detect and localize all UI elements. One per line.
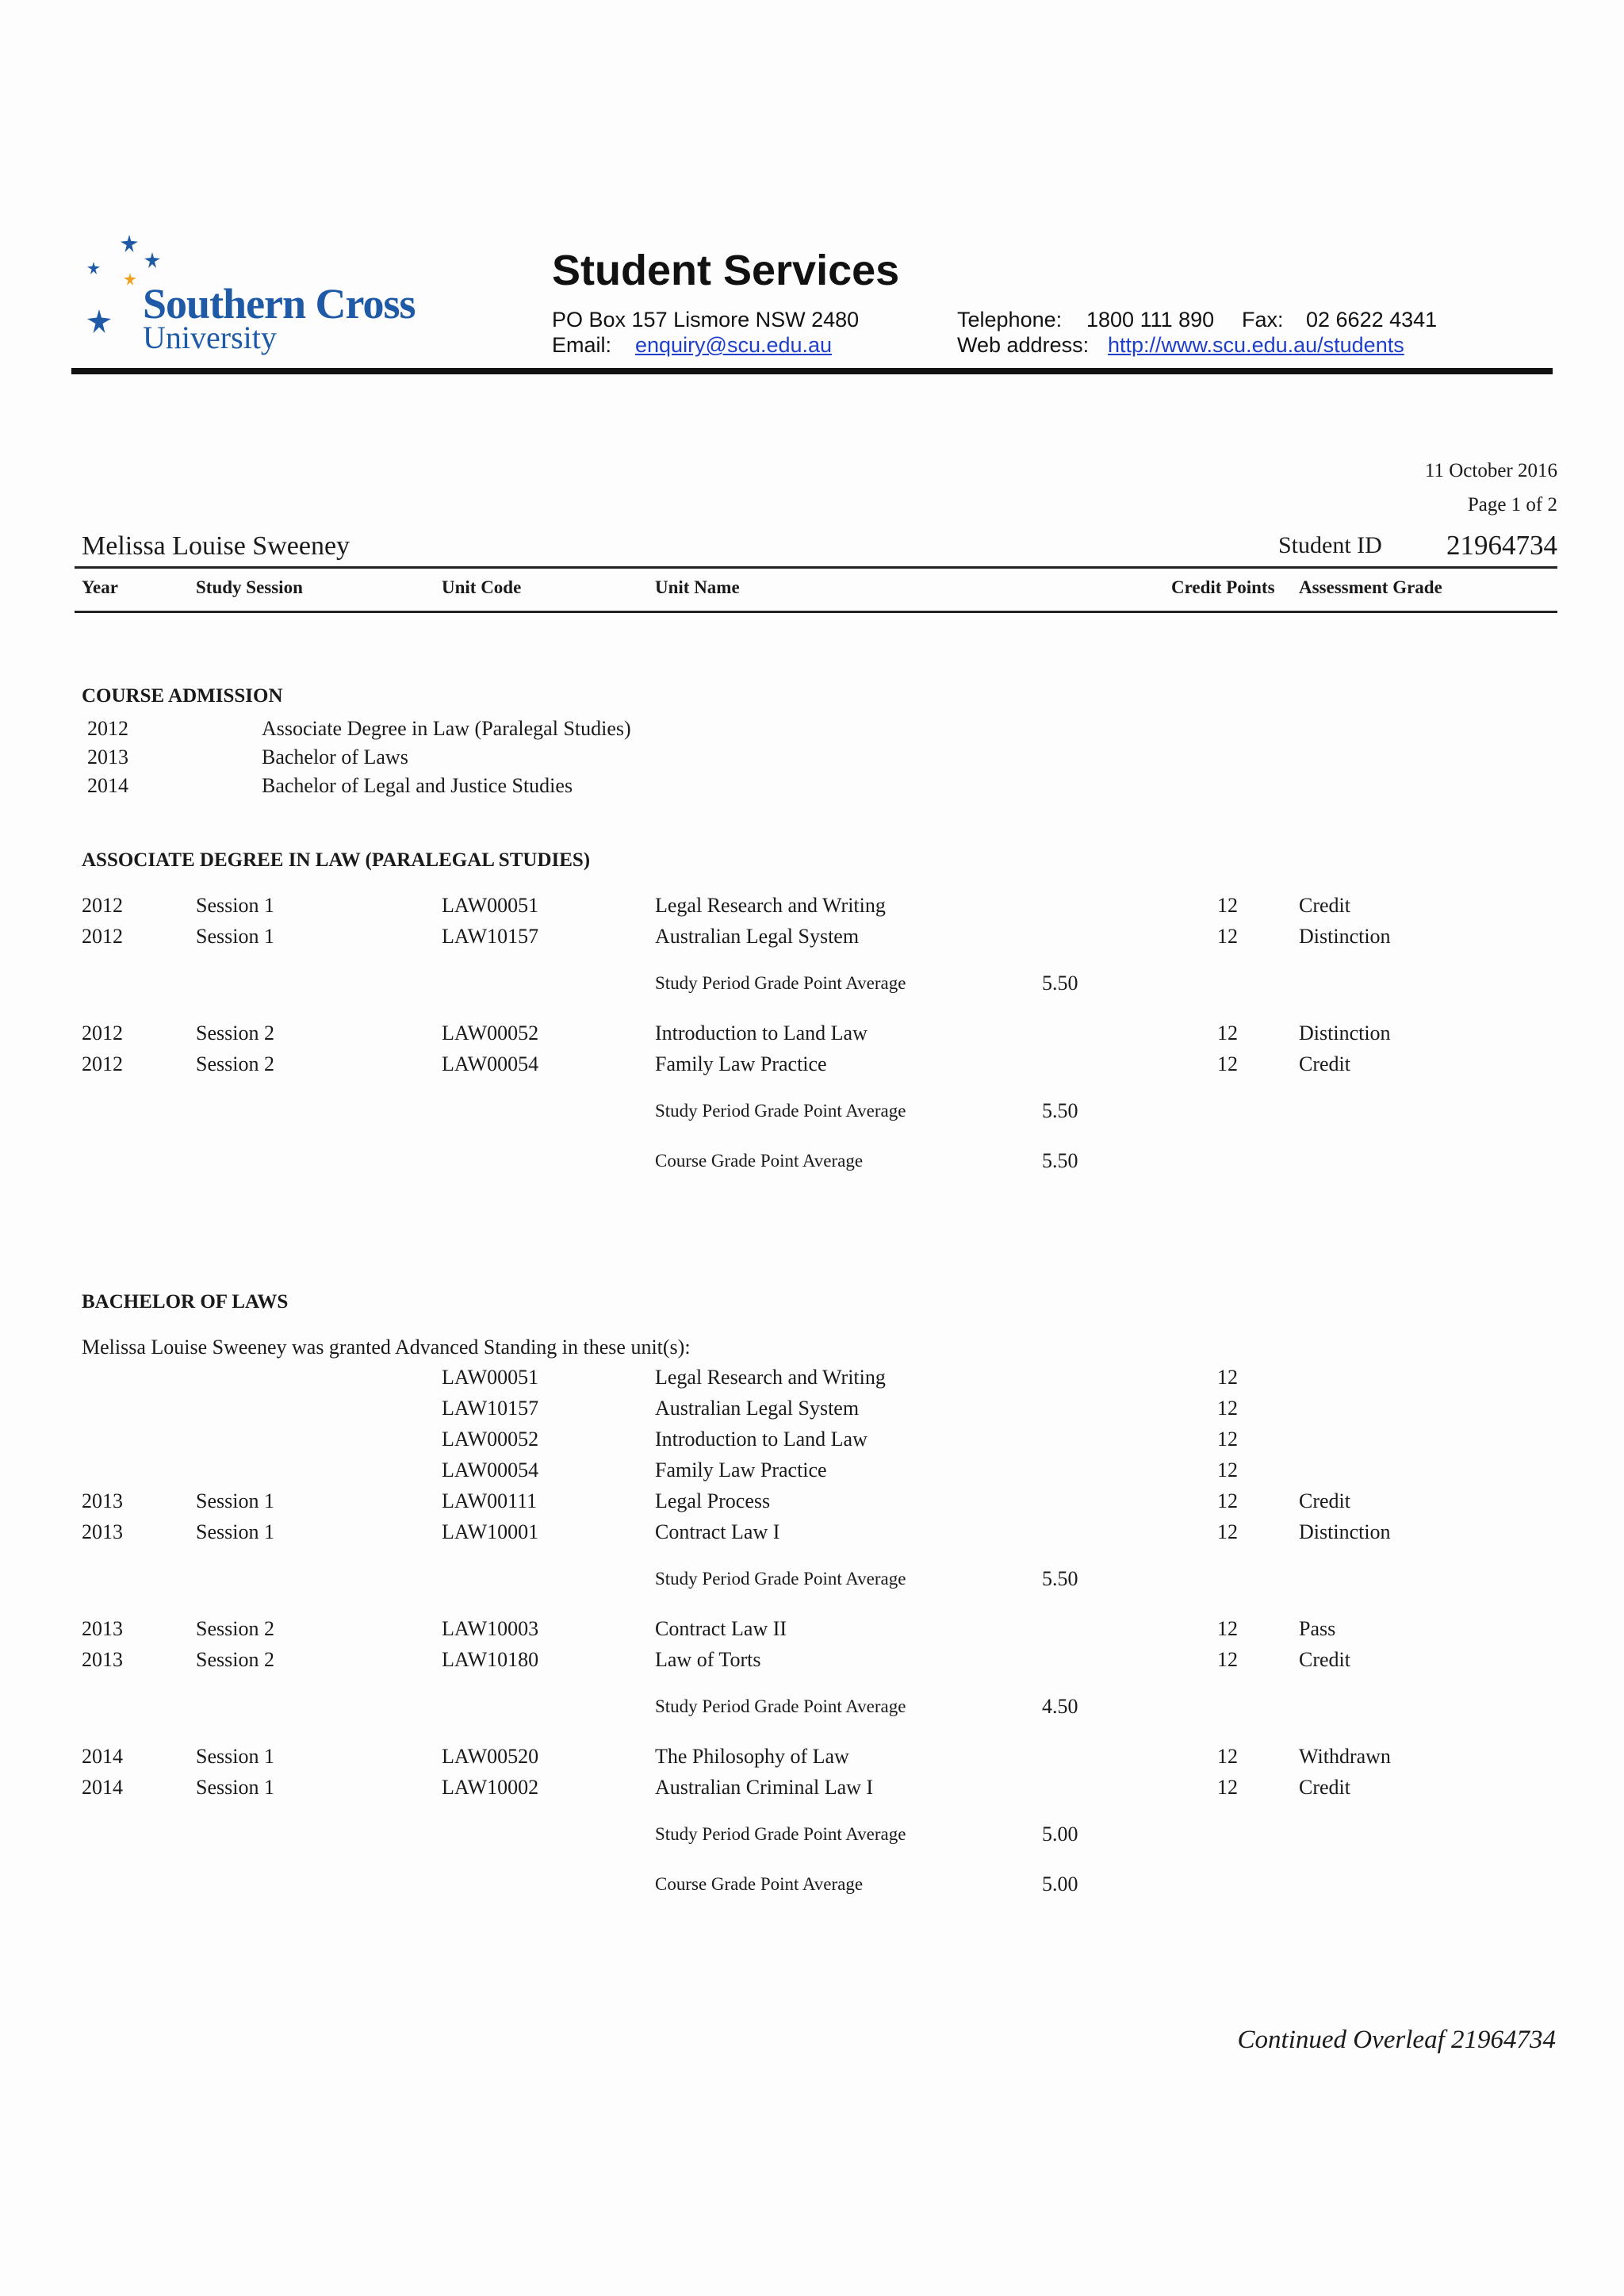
row-credit-points: 12 <box>1217 1052 1238 1075</box>
gpa-label: Study Period Grade Point Average <box>655 1696 906 1716</box>
row-unit-name: Australian Criminal Law I <box>655 1776 874 1799</box>
column-header-year: Year <box>82 577 118 597</box>
row-unit-name: Family Law Practice <box>655 1458 827 1481</box>
web-link[interactable]: http://www.scu.edu.au/students <box>1108 333 1404 357</box>
admission-year: 2013 <box>87 746 128 769</box>
star-icon <box>87 262 100 274</box>
row-unit-code: LAW00054 <box>442 1052 539 1075</box>
column-header-grade: Assessment Grade <box>1299 577 1442 597</box>
transcript-date: 11 October 2016 <box>1424 460 1557 481</box>
row-grade: Distinction <box>1299 1520 1391 1543</box>
star-icon <box>124 273 136 286</box>
row-unit-code: LAW10002 <box>442 1776 539 1799</box>
row-unit-name: Australian Legal System <box>655 925 860 948</box>
gpa-value: 5.00 <box>1042 1823 1078 1846</box>
row-session: Session 1 <box>196 1776 274 1799</box>
web-label: Web address: <box>957 333 1090 357</box>
row-credit-points: 12 <box>1217 1776 1238 1799</box>
row-year: 2014 <box>82 1776 123 1799</box>
row-grade: Withdrawn <box>1299 1745 1391 1768</box>
row-grade: Credit <box>1299 894 1350 917</box>
row-credit-points: 12 <box>1217 1745 1238 1768</box>
column-header-unit-code: Unit Code <box>442 577 522 597</box>
row-unit-name: Introduction to Land Law <box>655 1022 868 1045</box>
telephone-number: 1800 111 890 <box>1086 308 1215 332</box>
row-year: 2012 <box>82 925 123 948</box>
page-title: Student Services <box>552 247 900 294</box>
row-unit-code: LAW10157 <box>442 925 539 948</box>
row-unit-code: LAW00111 <box>442 1489 538 1512</box>
logo-subtitle: University <box>143 320 277 355</box>
section-title-associate-degree: ASSOCIATE DEGREE IN LAW (PARALEGAL STUDIES) <box>82 849 591 871</box>
row-unit-name: Legal Process <box>655 1489 771 1512</box>
admission-course: Bachelor of Laws <box>262 746 408 769</box>
row-year: 2013 <box>82 1489 123 1512</box>
logo-wordmark: Southern Cross <box>143 280 416 328</box>
row-credit-points: 12 <box>1217 1520 1238 1543</box>
gpa-value: 4.50 <box>1042 1695 1078 1718</box>
column-header-unit-name: Unit Name <box>655 577 740 597</box>
name-divider <box>75 566 1557 569</box>
row-credit-points: 12 <box>1217 1648 1238 1671</box>
telephone-label: Telephone: <box>957 308 1063 332</box>
row-unit-code: LAW10001 <box>442 1520 539 1543</box>
row-unit-code: LAW00051 <box>442 894 539 917</box>
course-gpa-label: Course Grade Point Average <box>655 1874 864 1894</box>
row-grade: Credit <box>1299 1648 1350 1671</box>
student-id-label: Student ID <box>1278 532 1382 558</box>
row-year: 2012 <box>82 1052 123 1075</box>
admission-course: Associate Degree in Law (Paralegal Studies) <box>262 717 631 740</box>
column-header-credit-points: Credit Points <box>1171 577 1275 597</box>
admission-year: 2012 <box>87 717 128 740</box>
row-session: Session 1 <box>196 1520 274 1543</box>
row-session: Session 2 <box>196 1022 274 1045</box>
gpa-value: 5.50 <box>1042 1099 1078 1122</box>
row-session: Session 2 <box>196 1052 274 1075</box>
row-credit-points: 12 <box>1217 1617 1238 1640</box>
row-unit-code: LAW00052 <box>442 1428 539 1451</box>
row-session: Session 2 <box>196 1648 274 1671</box>
row-year: 2013 <box>82 1648 123 1671</box>
row-unit-name: Legal Research and Writing <box>655 1366 886 1389</box>
row-year: 2014 <box>82 1745 123 1768</box>
admission-year: 2014 <box>87 774 128 797</box>
university-logo <box>82 230 463 365</box>
page-number: Page 1 of 2 <box>1467 494 1557 516</box>
row-session: Session 1 <box>196 894 274 917</box>
row-grade: Credit <box>1299 1489 1350 1512</box>
star-icon <box>144 252 160 268</box>
admission-course: Bachelor of Legal and Justice Studies <box>262 774 573 797</box>
row-unit-code: LAW00051 <box>442 1366 539 1389</box>
row-unit-name: Family Law Practice <box>655 1052 827 1075</box>
gpa-label: Study Period Grade Point Average <box>655 1569 906 1589</box>
section-title-bachelor: BACHELOR OF LAWS <box>82 1291 289 1313</box>
row-year: 2013 <box>82 1617 123 1640</box>
student-name: Melissa Louise Sweeney <box>82 531 350 561</box>
row-unit-code: LAW00054 <box>442 1458 539 1481</box>
row-credit-points: 12 <box>1217 894 1238 917</box>
row-unit-code: LAW10157 <box>442 1397 539 1420</box>
row-unit-code: LAW00052 <box>442 1022 539 1045</box>
row-session: Session 1 <box>196 1745 274 1768</box>
row-grade: Distinction <box>1299 1022 1391 1045</box>
row-unit-name: The Philosophy of Law <box>655 1745 849 1768</box>
row-year: 2012 <box>82 1022 123 1045</box>
fax-label: Fax: <box>1242 308 1284 332</box>
gpa-label: Study Period Grade Point Average <box>655 973 906 993</box>
row-credit-points: 12 <box>1217 1366 1238 1389</box>
row-unit-name: Contract Law II <box>655 1617 787 1640</box>
email-label: Email: <box>552 333 612 357</box>
row-credit-points: 12 <box>1217 925 1238 948</box>
row-unit-name: Legal Research and Writing <box>655 894 886 917</box>
column-header-session: Study Session <box>196 577 303 597</box>
row-unit-name: Australian Legal System <box>655 1397 860 1420</box>
gpa-label: Study Period Grade Point Average <box>655 1101 906 1121</box>
row-year: 2013 <box>82 1520 123 1543</box>
row-credit-points: 12 <box>1217 1458 1238 1481</box>
row-unit-name: Introduction to Land Law <box>655 1428 868 1451</box>
row-grade: Distinction <box>1299 925 1391 948</box>
row-credit-points: 12 <box>1217 1022 1238 1045</box>
row-session: Session 1 <box>196 1489 274 1512</box>
section-title-admission: COURSE ADMISSION <box>82 685 283 707</box>
header-divider <box>71 368 1553 374</box>
row-session: Session 1 <box>196 925 274 948</box>
fax-number: 02 6622 4341 <box>1306 308 1438 332</box>
columns-divider <box>75 611 1557 613</box>
row-year: 2012 <box>82 894 123 917</box>
row-unit-code: LAW10180 <box>442 1648 539 1671</box>
gpa-value: 5.50 <box>1042 1567 1078 1590</box>
postal-address: PO Box 157 Lismore NSW 2480 <box>552 308 860 332</box>
student-id: 21964734 <box>1446 530 1557 561</box>
star-icon <box>87 309 111 333</box>
course-gpa-label: Course Grade Point Average <box>655 1151 864 1171</box>
row-unit-code: LAW10003 <box>442 1617 539 1640</box>
course-gpa-value: 5.00 <box>1042 1872 1078 1895</box>
row-unit-code: LAW00520 <box>442 1745 539 1768</box>
row-grade: Credit <box>1299 1052 1350 1075</box>
row-grade: Credit <box>1299 1776 1350 1799</box>
row-session: Session 2 <box>196 1617 274 1640</box>
advanced-standing-note: Melissa Louise Sweeney was granted Advanced Standing in these unit(s): <box>82 1336 691 1359</box>
course-gpa-value: 5.50 <box>1042 1149 1078 1172</box>
row-credit-points: 12 <box>1217 1397 1238 1420</box>
row-credit-points: 12 <box>1217 1428 1238 1451</box>
row-unit-name: Law of Torts <box>655 1648 761 1671</box>
gpa-value: 5.50 <box>1042 972 1078 995</box>
row-credit-points: 12 <box>1217 1489 1238 1512</box>
row-unit-name: Contract Law I <box>655 1520 780 1543</box>
row-grade: Pass <box>1299 1617 1336 1640</box>
email-link[interactable]: enquiry@scu.edu.au <box>635 333 833 357</box>
continued-overleaf: Continued Overleaf 21964734 <box>1237 2026 1556 2054</box>
gpa-label: Study Period Grade Point Average <box>655 1824 906 1844</box>
star-icon <box>121 235 138 252</box>
